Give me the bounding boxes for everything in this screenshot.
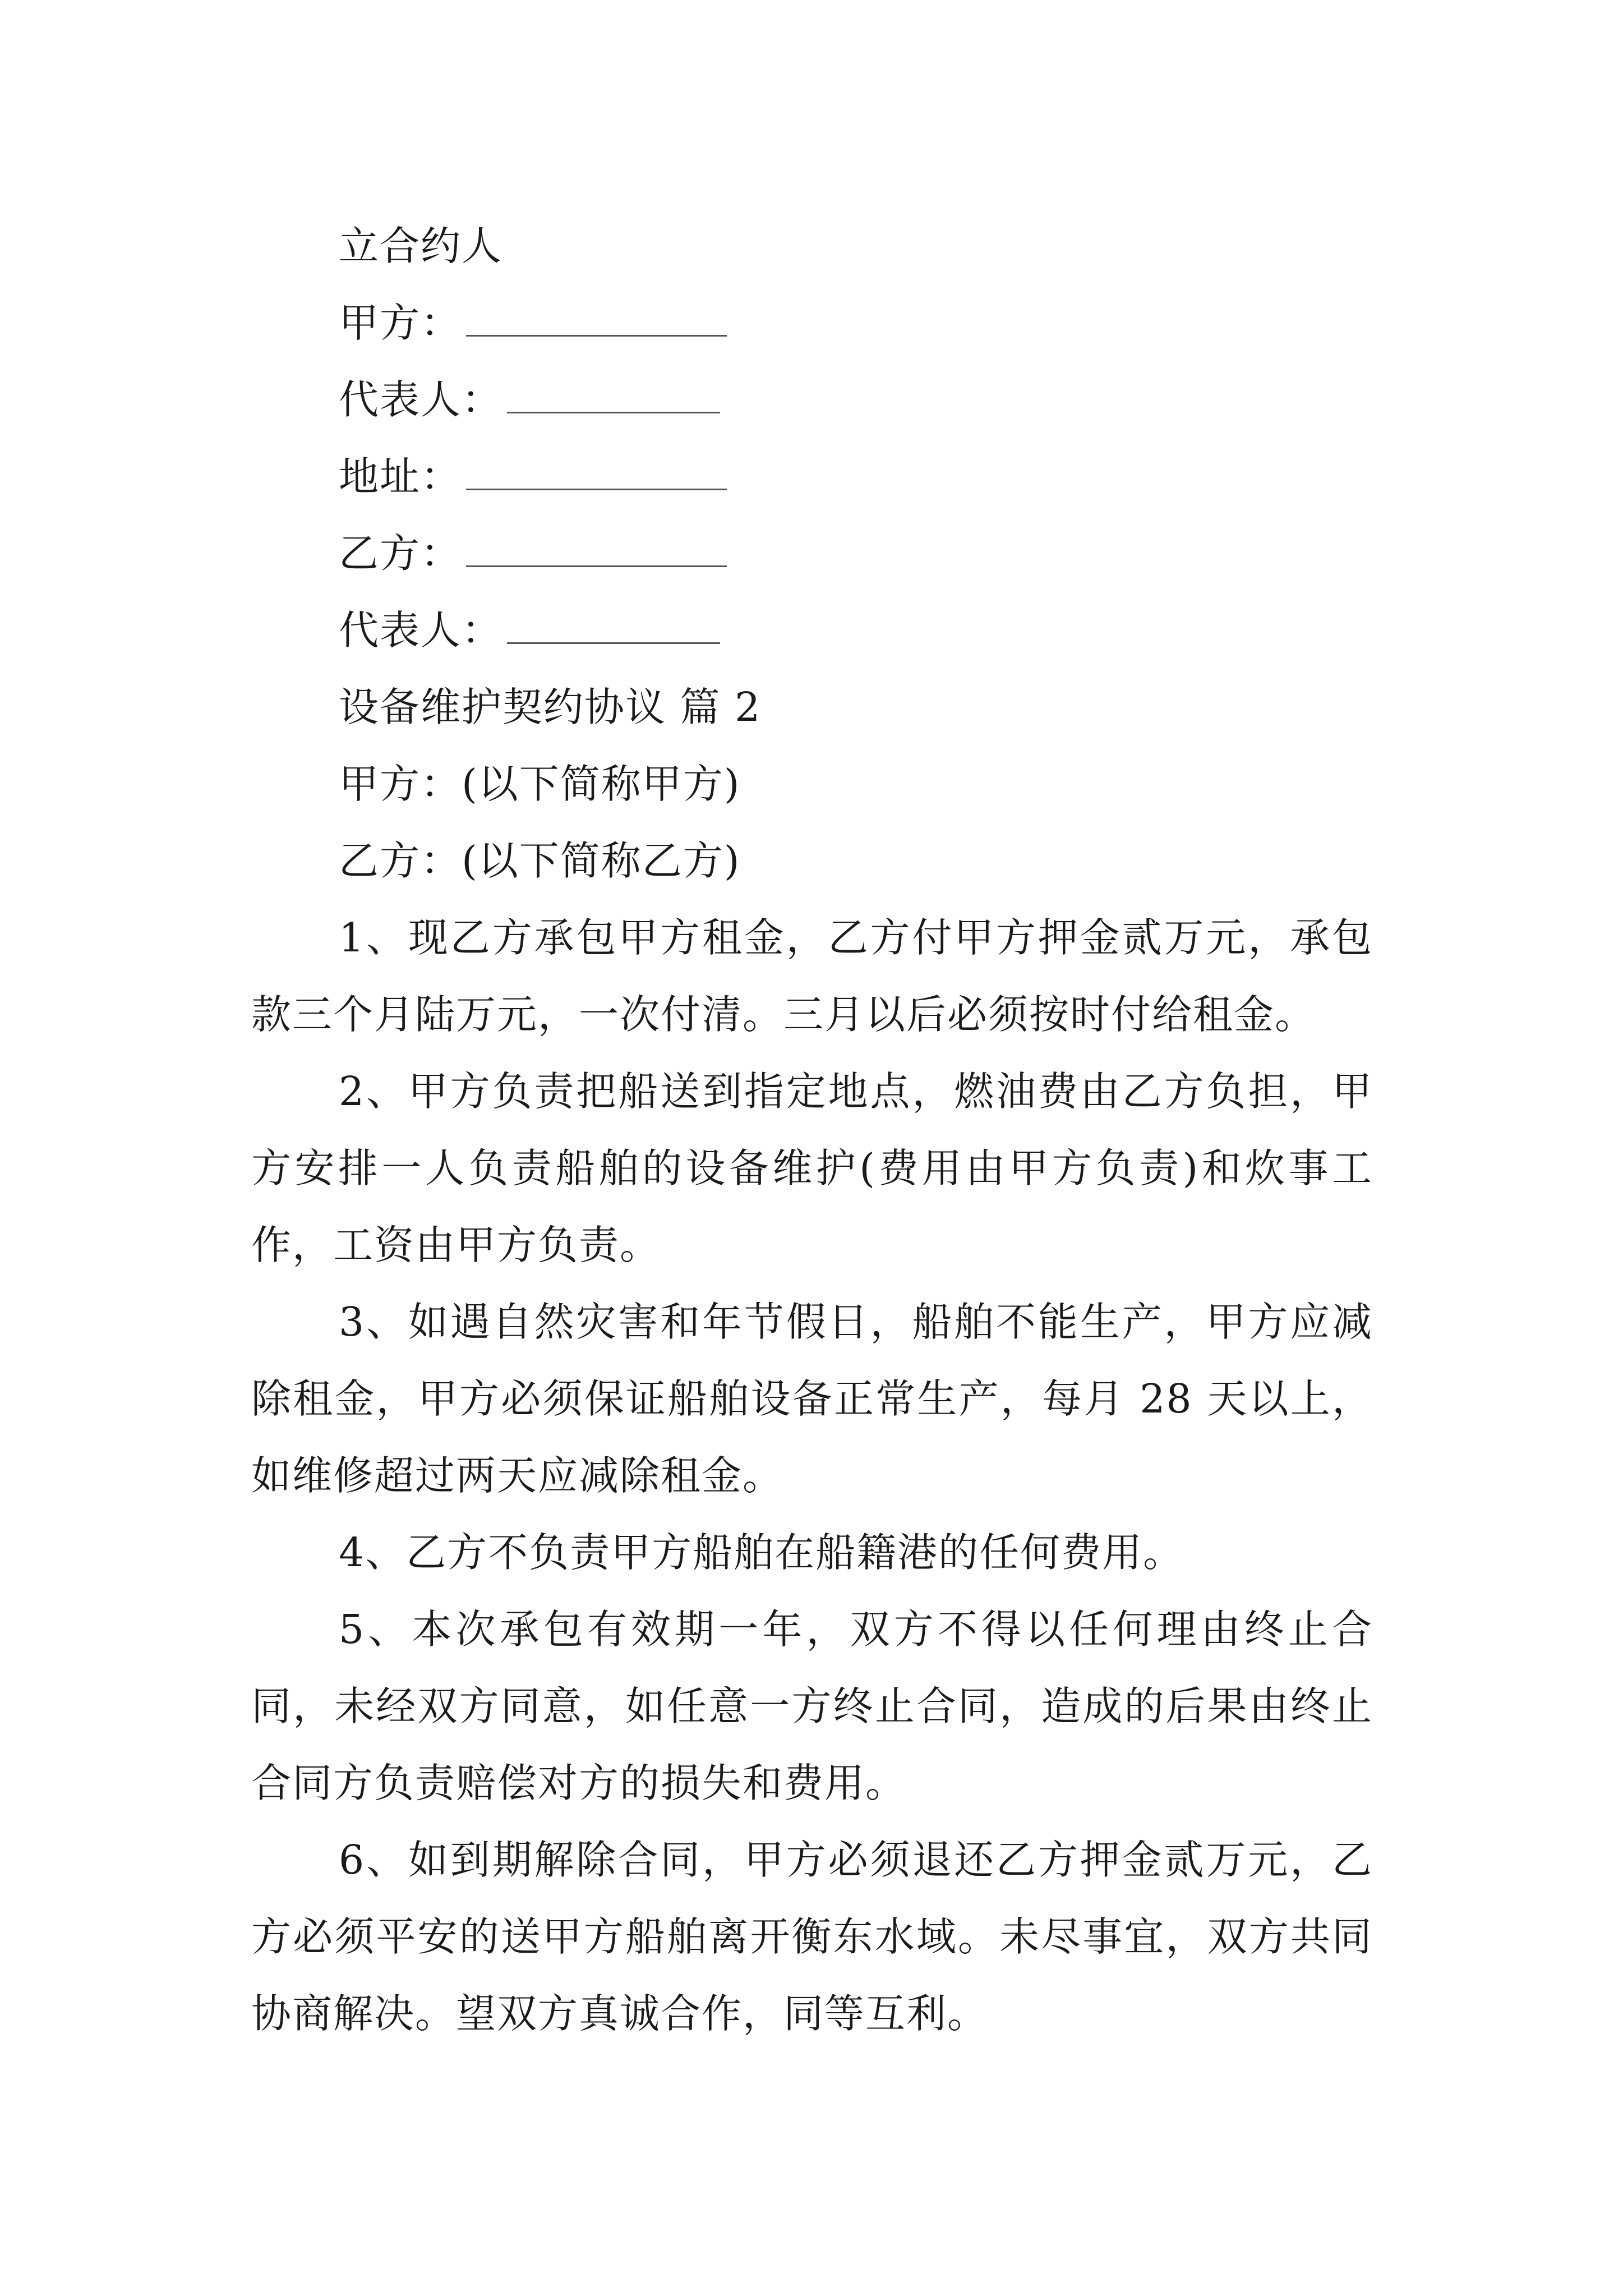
party-a-line: 甲方：(以下简称甲方): [339, 761, 741, 807]
party-a-rep-label: 代表人：: [339, 376, 503, 423]
party-b-line: 乙方：(以下简称乙方): [339, 838, 741, 884]
document-body: [251, 208, 1373, 2052]
party-a-rep-field: [251, 361, 1373, 438]
address-field: [251, 438, 1373, 515]
address-blank: [466, 455, 727, 490]
party-b-rep-blank: [507, 609, 720, 644]
party-a-label: 甲方：: [339, 300, 462, 346]
address-label: 地址：: [339, 453, 462, 500]
clause-2: 2、甲方负责把船送到指定地点，燃油费由乙方负担，甲方安排一人负责船舶的设备维护(费用由甲方负责)和炊事工作，工资由甲方负责。: [251, 1068, 1373, 1268]
party-b-rep-label: 代表人：: [339, 607, 503, 654]
party-b-blank: [466, 532, 727, 567]
section-title: 设备维护契约协议 篇 2: [339, 684, 762, 730]
party-a-rep-blank: [507, 378, 720, 413]
party-b-rep-field: [251, 592, 1373, 669]
clause-4: 4、乙方不负责甲方船舶在船籍港的任何费用。: [339, 1529, 1184, 1576]
party-a-blank: [466, 301, 727, 337]
parties-title: 立合约人: [339, 223, 503, 269]
party-a-field: [251, 284, 1373, 361]
party-b-label: 乙方：: [339, 530, 462, 577]
clause-6: 6、如到期解除合同，甲方必须退还乙方押金贰万元，乙方必须平安的送甲方船舶离开衡东水域。未尽事宜，双方共同协商解决。望双方真诚合作，同等互利。: [251, 1837, 1373, 2037]
party-b-field: [251, 515, 1373, 592]
clause-3: 3、如遇自然灾害和年节假日，船舶不能生产，甲方应减除租金，甲方必须保证船舶设备正常生产，每月 28 天以上，如维修超过两天应减除租金。: [251, 1299, 1373, 1499]
clause-5: 5、本次承包有效期一年，双方不得以任何理由终止合同，未经双方同意，如任意一方终止合同，造成的后果由终止合同方负责赔偿对方的损失和费用。: [251, 1606, 1373, 1806]
clause-1: 1、现乙方承包甲方租金，乙方付甲方押金贰万元，承包款三个月陆万元，一次付清。三月以后必须按时付给租金。: [251, 914, 1373, 1038]
